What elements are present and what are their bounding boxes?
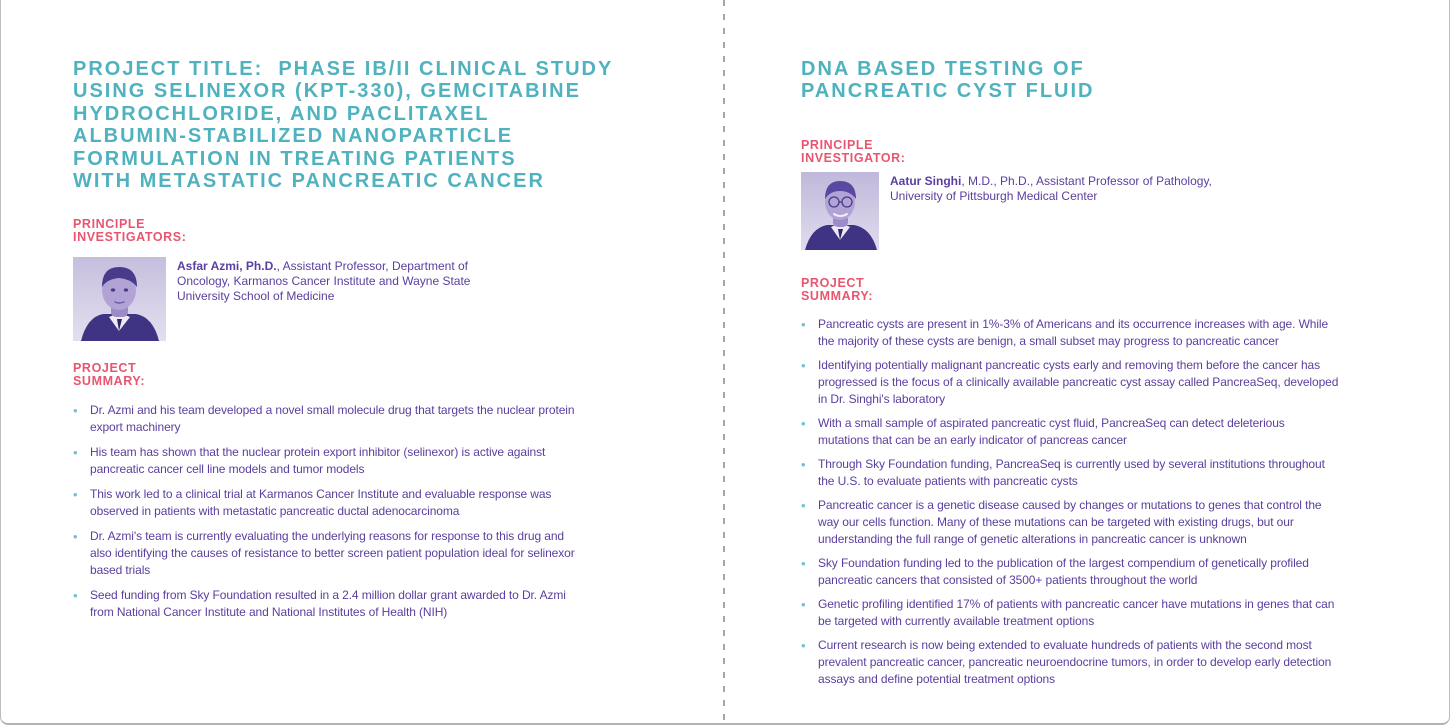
bullet-text: Through Sky Foundation funding, PancreaSeq is currently used by several institutions throughout the U.S. to evaluate patients with pancreatic cysts	[818, 456, 1325, 488]
label-line: INVESTIGATOR:	[801, 150, 906, 165]
list-item	[73, 587, 578, 621]
investigator-photo	[73, 257, 166, 341]
bullet-icon: •	[801, 596, 806, 612]
label-line: SUMMARY:	[801, 288, 874, 303]
bullet-icon: •	[73, 588, 78, 604]
bullet-icon: •	[801, 316, 806, 332]
principle-investigator-label	[801, 139, 1341, 165]
investigator-block	[73, 257, 593, 341]
bullet-icon: •	[73, 445, 78, 461]
bullet-icon: •	[801, 497, 806, 513]
list-item	[73, 528, 578, 579]
left-page-title	[73, 58, 614, 193]
list-item	[801, 497, 1339, 548]
title-line: ALBUMIN-STABILIZED NANOPARTICLE	[73, 125, 514, 148]
list-item	[73, 486, 578, 520]
bullet-text: Current research is now being extended to evaluate hundreds of patients with the second most prevalent pancreatic cancer, pancreatic neuroendocrine tumors, in order to develop early detection assays and define potential treatment options	[818, 637, 1332, 686]
label-line: PRINCIPLE	[801, 137, 874, 152]
principle-investigators-label	[73, 218, 593, 244]
bullet-text: Genetic profiling identified 17% of patients with pancreatic cancer have mutations in genes that can be targeted with currently available treatment options	[818, 596, 1335, 628]
bullet-text: Pancreatic cancer is a genetic disease caused by changes or mutations to genes that control the way our cells function. Many of these mutations can be targeted with existing drugs, but our understanding the full range of genetic alterations in pancreatic cancer is unknown	[818, 497, 1322, 546]
project-summary-label	[73, 362, 593, 388]
bullet-text: Pancreatic cysts are present in 1%-3% of Americans and its occurrence increases with age. While the majority of these cysts are benign, a small subset may progress to pancreatic cancer	[818, 316, 1329, 348]
page-fold-dashed-divider	[723, 0, 725, 721]
list-item	[801, 637, 1339, 688]
bullet-icon: •	[801, 357, 806, 373]
investigator-bio	[177, 259, 512, 304]
list-item	[801, 316, 1339, 350]
investigator-block	[801, 172, 1341, 250]
bullet-icon: •	[801, 415, 806, 431]
list-item	[73, 402, 578, 436]
left-page	[73, 58, 614, 629]
list-item	[801, 555, 1339, 589]
investigator-bio	[890, 174, 1265, 204]
bullet-text: Sky Foundation funding led to the publication of the largest compendium of genetically profiled pancreatic cancers that consisted of 3500+ patients throughout the world	[818, 555, 1309, 587]
right-page-title	[801, 58, 1341, 103]
label-line: PROJECT	[73, 361, 137, 376]
list-item	[801, 596, 1339, 630]
bullet-text: Dr. Azmi and his team developed a novel small molecule drug that targets the nuclear protein export machinery	[90, 403, 575, 435]
label-line: PROJECT	[801, 275, 865, 290]
list-item	[801, 456, 1339, 490]
investigator-photo	[801, 172, 879, 250]
project-summary-label	[801, 277, 1341, 303]
title-line: PROJECT TITLE: PHASE IB/II CLINICAL STUDY	[73, 58, 614, 80]
bullet-text: Seed funding from Sky Foundation resulted in a 2.4 million dollar grant awarded to Dr. Azmi from National Cancer Institute and National Institutes of Health (NIH)	[90, 588, 566, 620]
bullet-icon: •	[73, 403, 78, 419]
title-line: DNA BASED TESTING OF	[801, 58, 1085, 80]
title-line: PANCREATIC CYST FLUID	[801, 80, 1095, 103]
list-item	[801, 415, 1339, 449]
title-line: FORMULATION IN TREATING PATIENTS	[73, 147, 517, 170]
investigator-details: , M.D., Ph.D., Assistant Professor of Pathology, University of Pittsburgh Medical Center	[890, 173, 1212, 203]
bullet-text: With a small sample of aspirated pancreatic cyst fluid, PancreaSeq can detect deleterious mutations that can be an early indicator of pancreas cancer	[818, 415, 1285, 447]
bullet-text: Dr. Azmi's team is currently evaluating the underlying reasons for response to this drug and also identifying the causes of resistance to better screen patient population ideal for selinexor based trials	[90, 529, 575, 578]
bullet-icon: •	[801, 456, 806, 472]
investigator-details: , Assistant Professor, Department of Oncology, Karmanos Cancer Institute and Wayne State University School of Medicine	[177, 259, 471, 304]
bullet-icon: •	[801, 555, 806, 571]
bullet-text: Identifying potentially malignant pancreatic cysts early and removing them before the cancer has progressed is the focus of a clinically available pancreatic cyst assay called PancreaSeq, developed in Dr. Singhi's laboratory	[818, 357, 1339, 406]
project-summary-list	[73, 402, 578, 621]
bullet-text: His team has shown that the nuclear protein export inhibitor (selinexor) is active against pancreatic cancer cell line models and tumor models	[90, 445, 546, 477]
title-line: WITH METASTATIC PANCREATIC CANCER	[73, 170, 545, 193]
list-item	[73, 444, 578, 478]
project-summary-list	[801, 316, 1339, 688]
investigator-name: Asfar Azmi, Ph.D.	[177, 259, 277, 274]
bullet-icon: •	[73, 487, 78, 503]
title-line: HYDROCHLORIDE, AND PACLITAXEL	[73, 102, 490, 125]
bullet-icon: •	[801, 637, 806, 653]
investigator-name: Aatur Singhi	[890, 173, 962, 188]
label-line: PRINCIPLE	[73, 217, 146, 232]
label-line: SUMMARY:	[73, 374, 146, 389]
list-item	[801, 357, 1339, 408]
right-page	[801, 58, 1341, 695]
bullet-text: This work led to a clinical trial at Karmanos Cancer Institute and evaluable response was observed in patients with metastatic pancreatic ductal adenocarcinoma	[90, 487, 552, 519]
bullet-icon: •	[73, 529, 78, 545]
label-line: INVESTIGATORS:	[73, 230, 187, 245]
title-line: USING SELINEXOR (KPT-330), GEMCITABINE	[73, 80, 581, 103]
